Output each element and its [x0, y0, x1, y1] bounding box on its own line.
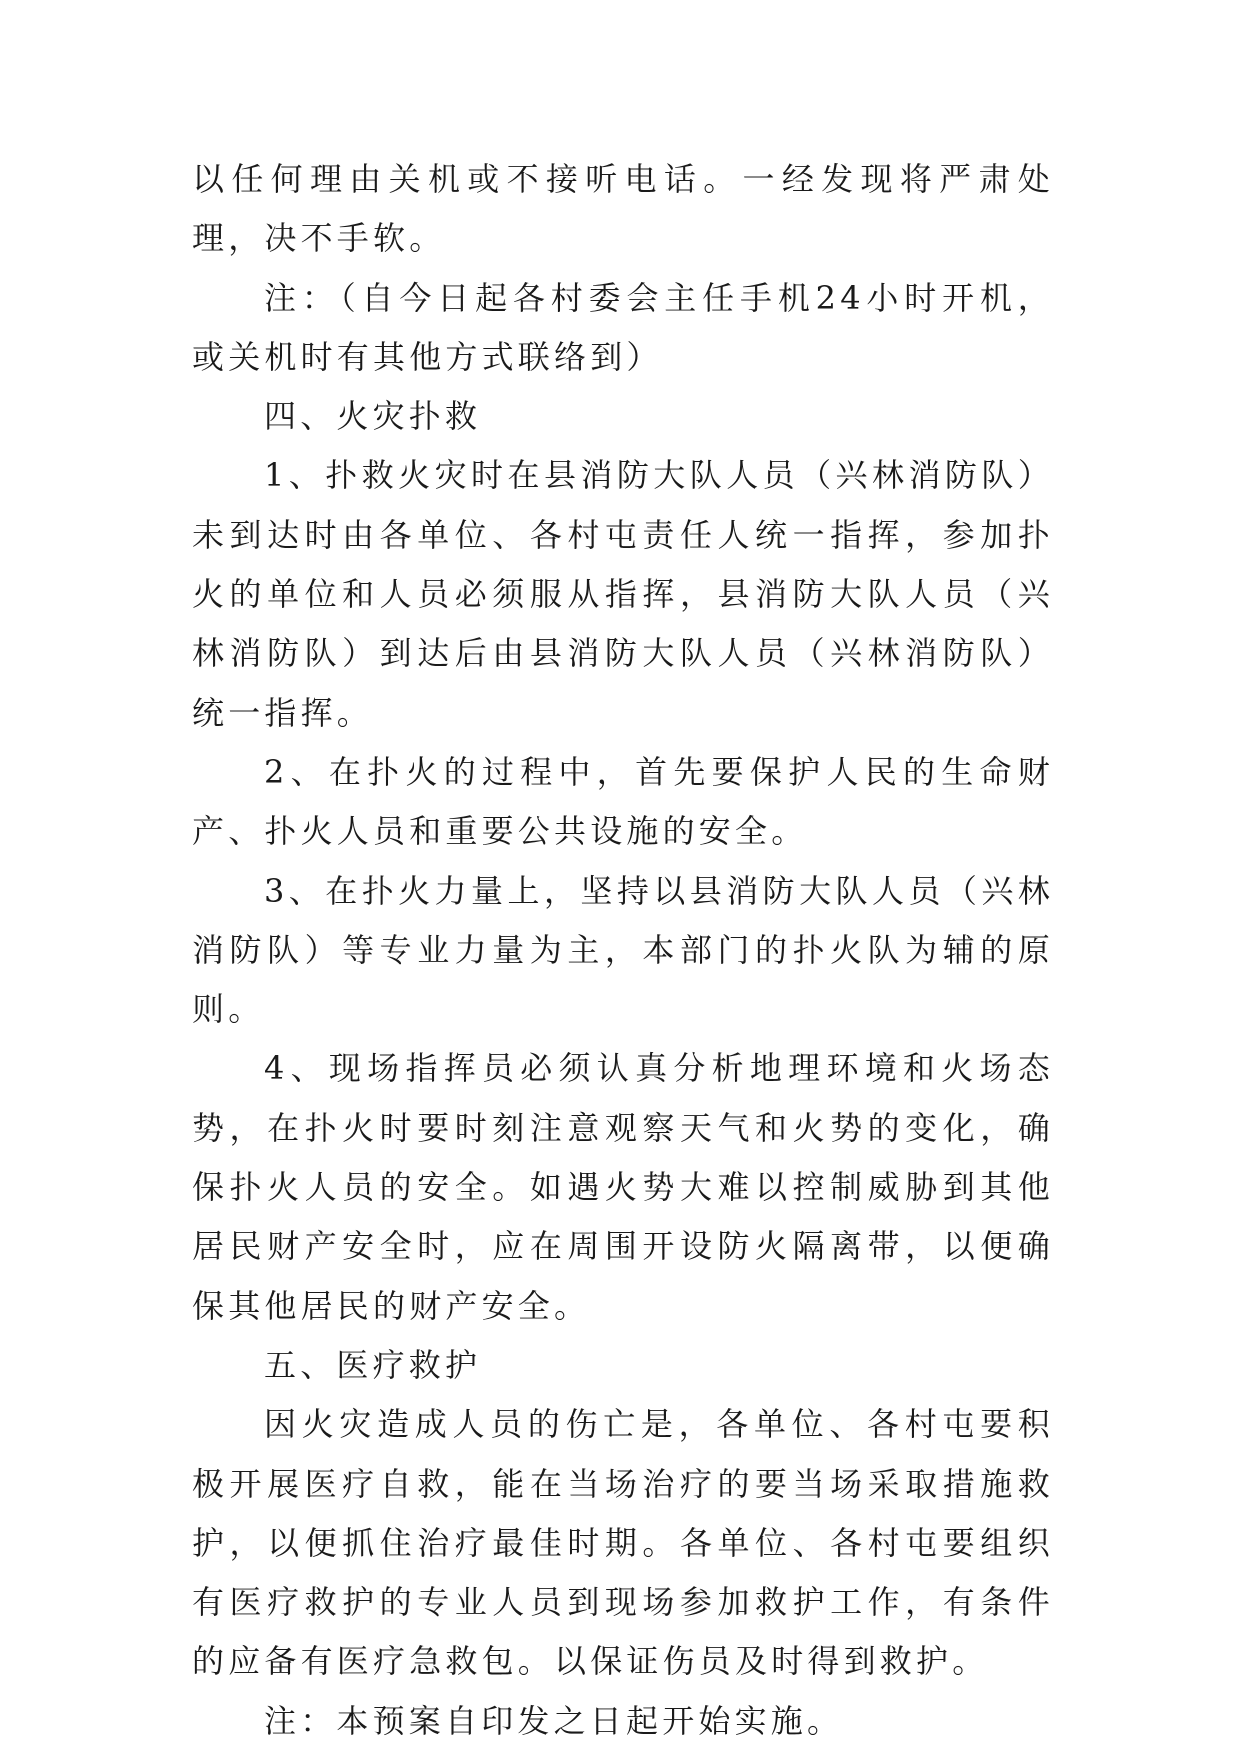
- document-body: [192, 150, 1054, 1751]
- list-item-2: 2、在扑火的过程中，首先要保护人民的生命财产、扑火人员和重要公共设施的安全。: [192, 752, 1054, 851]
- list-item-4: 4、现场指挥员必须认真分析地理环境和火场态势，在扑火时要时刻注意观察天气和火势的变化，确保扑火人员的安全。如遇火势大难以控制威胁到其他居民财产安全时，应在周围开设防火隔离带，以便确保其他居民的财产安全。: [192, 1049, 1054, 1325]
- list-item-1: 1、扑救火灾时在县消防大队人员（兴林消防队）未到达时由各单位、各村屯责任人统一指挥，参加扑火的单位和人员必须服从指挥，县消防大队人员（兴林消防队）到达后由县消防大队人员（兴林消防队）统一指挥。: [192, 456, 1054, 732]
- note-paragraph: 注：（自今日起各村委会主任手机24小时开机，或关机时有其他方式联络到）: [192, 278, 1054, 376]
- paragraph-continuation: 以任何理由关机或不接听电话。一经发现将严肃处理，决不手软。: [192, 160, 1054, 258]
- list-item-3: 3、在扑火力量上，坚持以县消防大队人员（兴林消防队）等专业力量为主，本部门的扑火队为辅的原则。: [192, 871, 1054, 1029]
- medical-rescue-paragraph: 因火灾造成人员的伤亡是，各单位、各村屯要积极开展医疗自救，能在当场治疗的要当场采取措施救护，以便抓住治疗最佳时期。各单位、各村屯要组织有医疗救护的专业人员到现场参加救护工作，有条件的应备有医疗急救包。以保证伤员及时得到救护。: [192, 1405, 1054, 1681]
- section-heading-medical-rescue: 五、医疗救护: [264, 1345, 482, 1384]
- closing-note-paragraph: 注：本预案自印发之日起开始实施。: [264, 1701, 844, 1740]
- section-heading-fire-fighting: 四、火灾扑救: [264, 397, 482, 436]
